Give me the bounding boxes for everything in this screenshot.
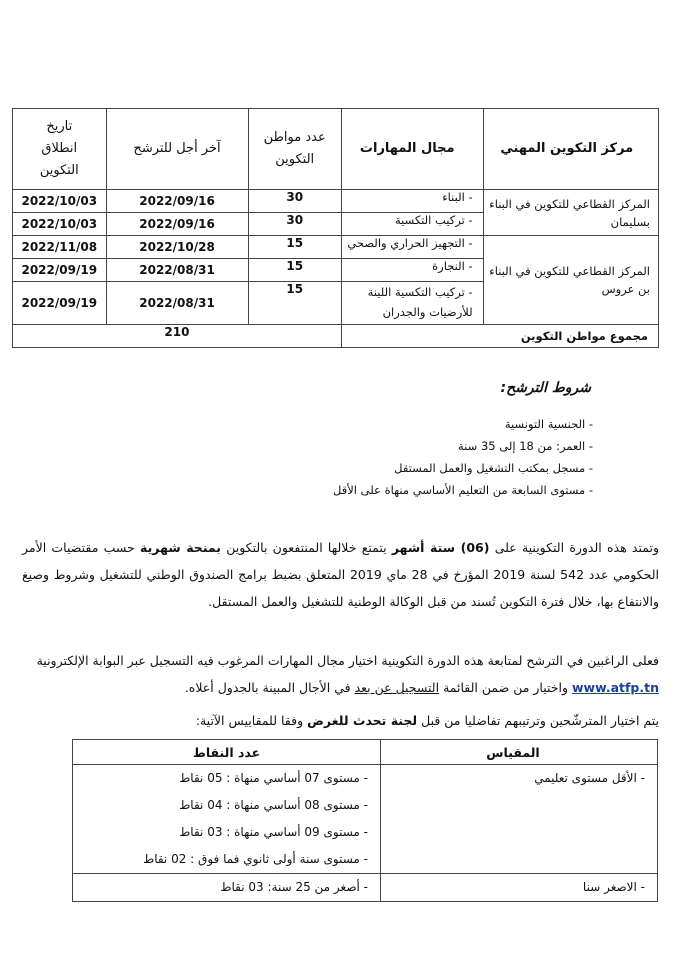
count-cell: 30	[248, 190, 341, 213]
skill-cell: - تركيب التكسية اللينة للأرضيات والجدران	[341, 282, 483, 325]
list-item: - مستوى 08 أساسي منهاة : 04 نقاط	[179, 798, 368, 812]
table-row	[13, 190, 659, 213]
table-row	[73, 765, 658, 874]
deadline-cell: 2022/08/31	[106, 282, 248, 325]
points-cell: - أصغر من 25 سنة: 03 نقاط	[73, 874, 381, 902]
list-item: - مسجل بمكتب التشغيل والعمل المستقل	[394, 461, 593, 475]
duration-paragraph: وتمتد هذه الدورة التكوينية على (06) ستة أشهر يتمتع خلالها المنتفعون بالتكوين بمنحة شهرية حسب مقتضيات الأمر الحكومي عدد 542 لسنة 2019 المؤرخ في 28 ماي 2019 المتعلق بضبط برامج الصندوق الوطني للتشغيل وشروط وصيغ والانتفاع بها، خلال فترة التكوين تُسند من قبل الوكالة الوطنية للتشغيل والعمل المستقل.	[22, 540, 660, 609]
total-label: مجموع مواطن التكوين	[341, 325, 658, 348]
count-cell: 15	[248, 236, 341, 259]
criterion-cell: - الأقل مستوى تعليمي	[381, 765, 658, 874]
center-cell: المركز القطاعي للتكوين في البناء بسليمان	[483, 190, 658, 236]
points-cell	[73, 765, 381, 874]
start-cell: 2022/09/19	[13, 259, 107, 282]
list-item: - الجنسية التونسية	[504, 417, 593, 431]
header-center: مركز التكوين المهني	[483, 109, 658, 190]
header-start: تاريخ انطلاق التكوين	[13, 109, 107, 190]
table-row	[13, 236, 659, 259]
list-item: - مستوى 07 أساسي منهاة : 05 نقاط	[179, 771, 368, 785]
conditions-title: شروط الترشح:	[500, 380, 591, 396]
center-cell: المركز القطاعي للتكوين في البناء بن عروس	[483, 236, 658, 325]
header-deadline: آخر أجل للترشح	[106, 109, 248, 190]
deadline-cell: 2022/09/16	[106, 213, 248, 236]
website-link[interactable]: www.atfp.tn	[571, 680, 659, 695]
skill-cell: - البناء	[341, 190, 483, 213]
total-value: 210	[13, 325, 342, 348]
start-cell: 2022/10/03	[13, 190, 107, 213]
skill-cell: - تركيب التكسية	[341, 213, 483, 236]
skill-cell: - التجهيز الحراري والصحي	[341, 236, 483, 259]
start-cell: 2022/10/03	[13, 213, 107, 236]
registration-paragraph: فعلى الراغبين في الترشح لمتابعة هذه الدورة التكوينية اختيار مجال المهارات المرغوب فيه التسجيل عبر البوابة الإلكترونية www.atfp.tn واختيار من ضمن القائمة التسجيل عن بعد في الأجال المبينة بالجدول أعلاه.	[36, 653, 659, 695]
table-total-row	[13, 325, 659, 348]
criterion-cell: - الاصغر سنا	[381, 874, 658, 902]
list-item: - مستوى السابعة من التعليم الأساسي منهاة على الأقل	[333, 483, 593, 497]
header-points: عدد النقاط	[73, 740, 381, 765]
criteria-table	[72, 739, 658, 902]
conditions-list	[93, 413, 593, 501]
deadline-cell: 2022/09/16	[106, 190, 248, 213]
start-cell: 2022/09/19	[13, 282, 107, 325]
training-table	[12, 108, 659, 348]
list-item: - مستوى سنة أولى ثانوي فما فوق : 02 نقاط	[143, 852, 368, 866]
table-header-row	[13, 109, 659, 190]
start-cell: 2022/11/08	[13, 236, 107, 259]
header-criterion: المقياس	[381, 740, 658, 765]
deadline-cell: 2022/08/31	[106, 259, 248, 282]
list-item: - العمر: من 18 إلى 35 سنة	[458, 439, 593, 453]
list-item: - مستوى 09 أساسي منهاة : 03 نقاط	[179, 825, 368, 839]
table-row	[73, 874, 658, 902]
count-cell: 30	[248, 213, 341, 236]
count-cell: 15	[248, 282, 341, 325]
count-cell: 15	[248, 259, 341, 282]
header-count: عدد مواطن التكوين	[248, 109, 341, 190]
criteria-header-row	[73, 740, 658, 765]
skill-cell: - النجارة	[341, 259, 483, 282]
header-skills: مجال المهارات	[341, 109, 483, 190]
selection-sentence: يتم اختيار المترشّحين وترتيبهم تفاضليا من قبل لجنة تحدث للغرض وفقا للمقاييس الآتية:	[195, 713, 659, 728]
deadline-cell: 2022/10/28	[106, 236, 248, 259]
